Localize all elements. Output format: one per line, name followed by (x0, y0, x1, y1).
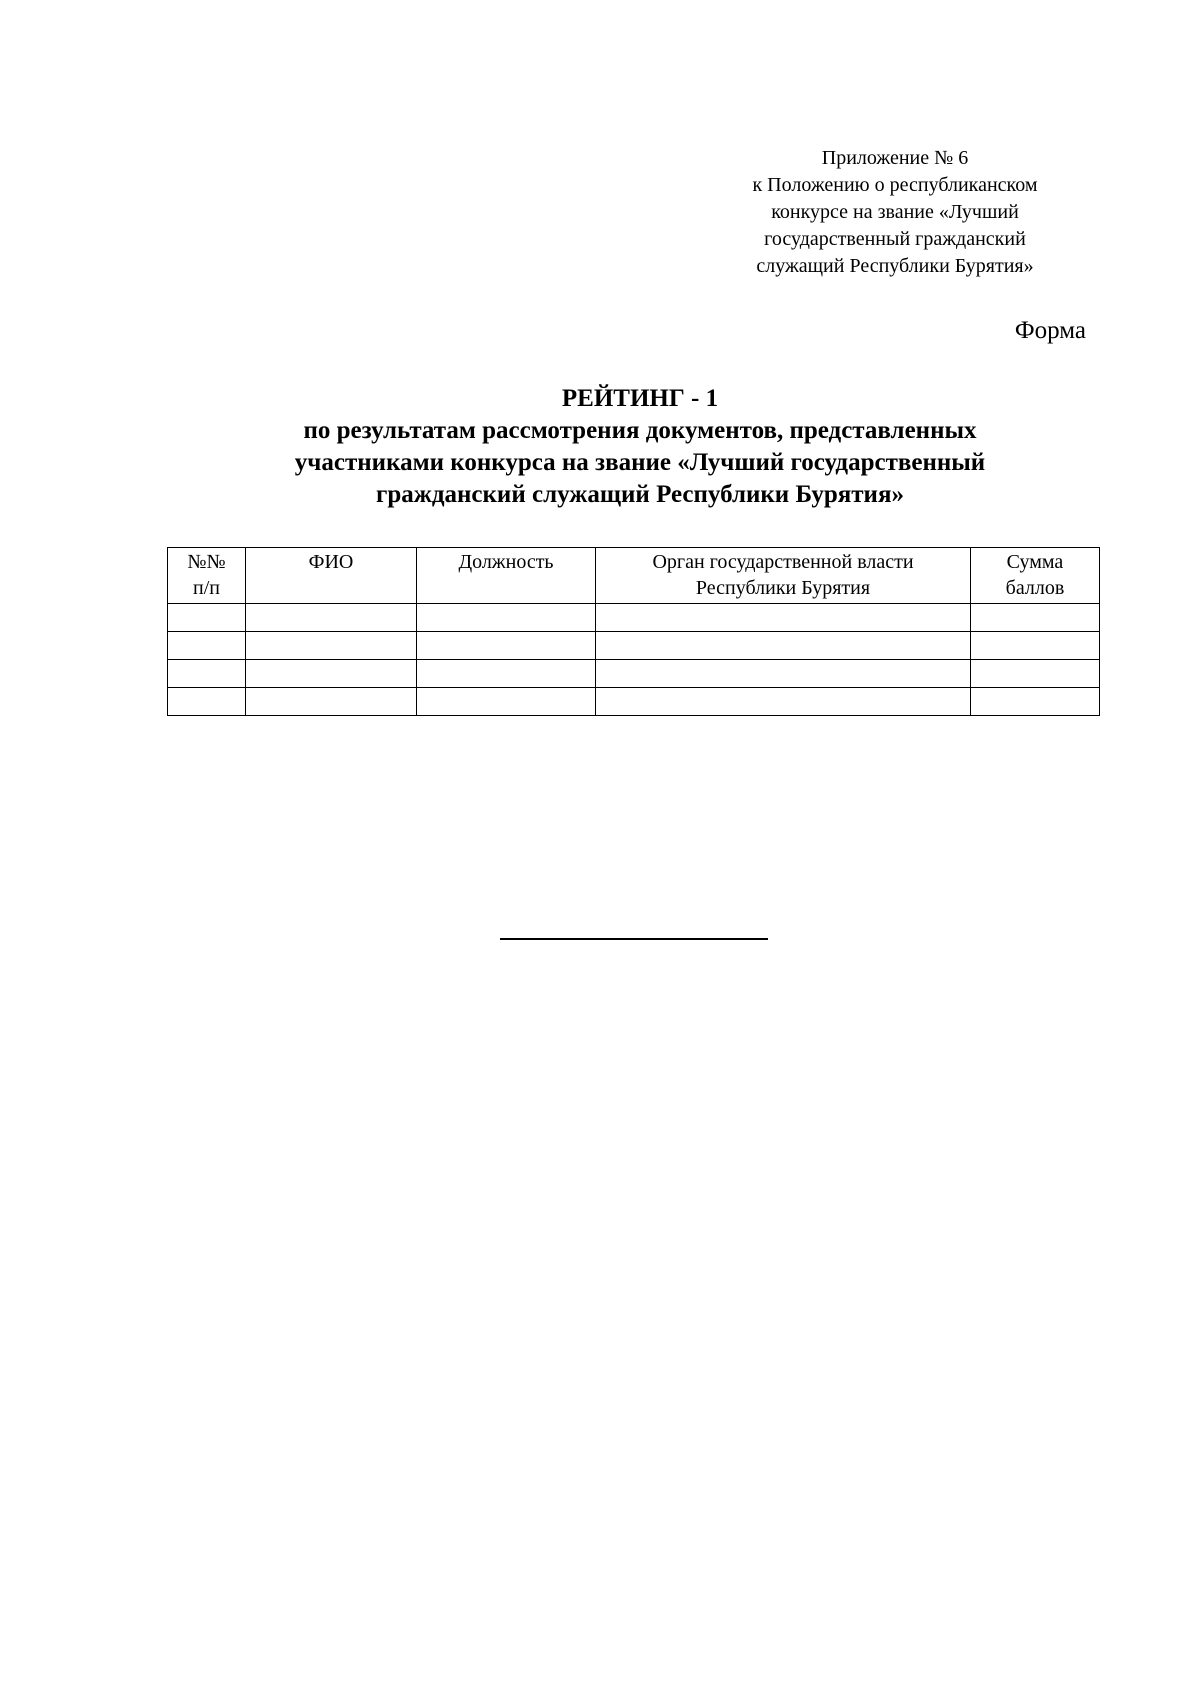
table-cell (417, 632, 596, 660)
appendix-block (700, 145, 1090, 280)
appendix-line: Приложение № 6 (821, 147, 969, 169)
table-row (168, 660, 1100, 688)
column-header-number (168, 548, 246, 604)
title-subtitle-line: участниками конкурса на звание «Лучший государственный (294, 449, 986, 476)
table-row (168, 604, 1100, 632)
column-header-line: ФИО (308, 551, 354, 573)
column-header-position (417, 548, 596, 604)
table-cell (168, 632, 246, 660)
rating-table (167, 547, 1100, 716)
appendix-line: к Положению о республиканском (752, 174, 1038, 196)
table-cell (596, 660, 971, 688)
title-heading: РЕЙТИНГ - 1 (561, 385, 719, 412)
column-header-score (971, 548, 1100, 604)
table-cell (417, 688, 596, 716)
closing-divider (500, 938, 768, 940)
table-cell (971, 688, 1100, 716)
table-cell (596, 688, 971, 716)
table-cell (417, 604, 596, 632)
table-cell (971, 632, 1100, 660)
column-header-line: Должность (458, 551, 554, 573)
appendix-line: государственный гражданский (764, 228, 1026, 250)
column-header-authority (596, 548, 971, 604)
table-cell (417, 660, 596, 688)
column-header-line: Республики Бурятия (695, 577, 871, 599)
column-header-line: баллов (1005, 577, 1065, 599)
table-cell (246, 688, 417, 716)
table-cell (168, 660, 246, 688)
column-header-name (246, 548, 417, 604)
table-cell (246, 660, 417, 688)
column-header-line: п/п (193, 577, 220, 599)
table-cell (246, 604, 417, 632)
table-cell (246, 632, 417, 660)
table-cell (168, 688, 246, 716)
title-subtitle-line: по результатам рассмотрения документов, представленных (303, 417, 977, 444)
form-label: Форма (1014, 317, 1086, 344)
table-cell (596, 632, 971, 660)
appendix-line: конкурсе на звание «Лучший (771, 201, 1019, 223)
table-cell (971, 660, 1100, 688)
appendix-line: служащий Республики Бурятия» (756, 255, 1034, 277)
table-row (168, 632, 1100, 660)
title-subtitle-line: гражданский служащий Республики Бурятия» (375, 481, 904, 508)
table-cell (971, 604, 1100, 632)
table-cell (168, 604, 246, 632)
column-header-line: Сумма (1006, 551, 1064, 573)
document-title (160, 383, 1120, 511)
table-cell (596, 604, 971, 632)
column-header-line: Орган государственной власти (652, 551, 914, 573)
table-header-row (168, 548, 1100, 604)
column-header-line: №№ (187, 551, 226, 573)
table-row (168, 688, 1100, 716)
